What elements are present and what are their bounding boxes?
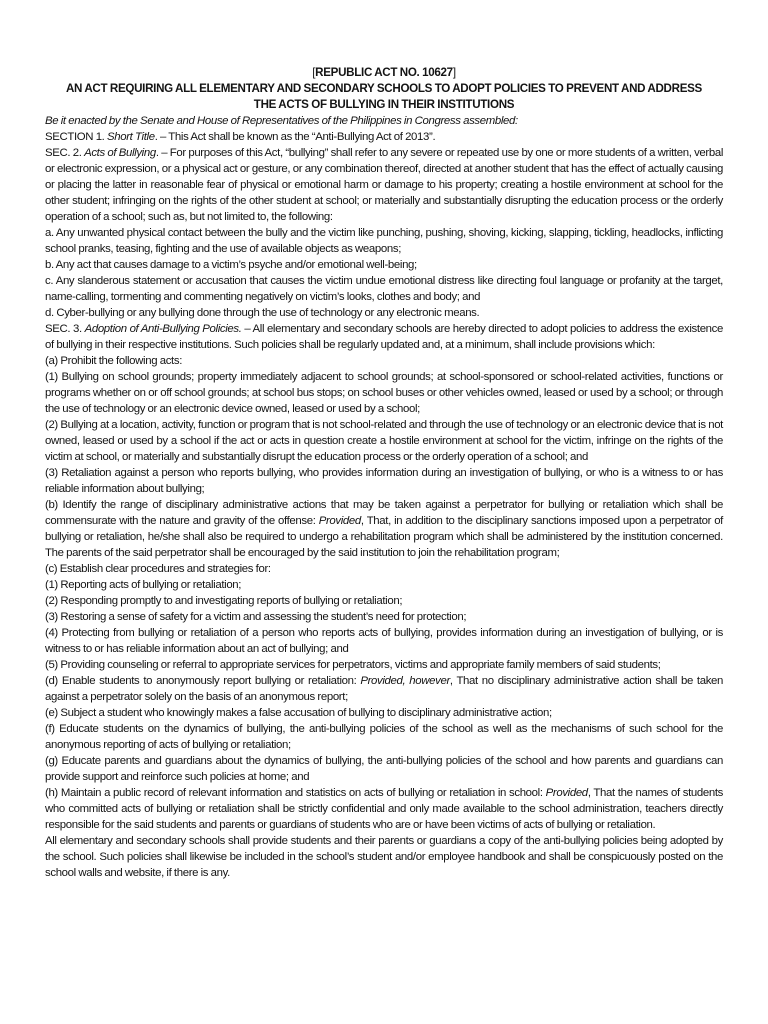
- section-3-e: (e) Subject a student who knowingly makes a false accusation of bullying to disciplinary administrative action;: [45, 707, 552, 719]
- section-3-f: (f) Educate students on the dynamics of bullying, the anti-bullying policies of the school as well as the mechanisms of such school for the anonymous reporting of acts of bullying or retaliation;: [45, 723, 723, 751]
- section-3-c-heading: (c) Establish clear procedures and strategies for:: [45, 563, 271, 575]
- republic-act-number: REPUBLIC ACT NO. 10627: [315, 66, 453, 79]
- section-3-title: Adoption of Anti-Bullying Policies.: [84, 323, 242, 335]
- section-1-text: . – This Act shall be known as the “Anti-Bullying Act of 2013”.: [154, 131, 436, 143]
- section-2-item-a: a. Any unwanted physical contact between the bully and the victim like punching, pushing, shoving, kicking, slapping, tickling, headlocks, inflicting school pranks, teasing, fighting and the use of available objects as weapons;: [45, 227, 723, 255]
- section-3-c-item-5: (5) Providing counseling or referral to appropriate services for perpetrators, victims and appropriate family members of said students;: [45, 659, 661, 671]
- section-3-a-item-2: (2) Bullying at a location, activity, function or program that is not school-related and through the use of technology or an electronic device that is not owned, leased or used by a school if the act or acts in question create a hostile environment at school for the victim, infringe on the rights of the victim at school, or materially and substantially disrupt the education process or the orderly operation of a school; and: [45, 419, 723, 463]
- section-3-g: (g) Educate parents and guardians about the dynamics of bullying, the anti-bullying policies of the school and how parents and guardians can provide support and reinforce such policies at home; and: [45, 755, 723, 783]
- section-3-b-text-cont: , That, in addition to the disciplinary sanctions imposed upon a perpetrator of bullying or retaliation, he/she shall also be required to undergo a rehabilitation program which shall be administered by the institution concerned. The parents of the said perpetrator shall be encouraged by the said institution to join the rehabilitation program;: [45, 515, 723, 559]
- section-1-title: Short Title: [107, 131, 155, 143]
- section-3-h: [45, 785, 723, 833]
- section-3-d-text: (d) Enable students to anonymously report bullying or retaliation:: [45, 675, 361, 687]
- section-3-c-item-1: (1) Reporting acts of bullying or retaliation;: [45, 579, 242, 591]
- section-3-a-item-1: (1) Bullying on school grounds; property immediately adjacent to school grounds; at school-sponsored or school-related activities, functions or programs whether on or off school grounds; at school bus stops; on school buses or other vehicles owned, leased or used by a school; or through the use of technology or an electronic device owned, leased or used by a school;: [45, 371, 723, 415]
- section-3-h-text: (h) Maintain a public record of relevant information and statistics on acts of bullying or retaliation in school:: [45, 787, 546, 799]
- section-3-b-proviso: Provided: [318, 515, 361, 527]
- section-2-item-b: b. Any act that causes damage to a victim’s psyche and/or emotional well-being;: [45, 259, 417, 271]
- section-2-text: . – For purposes of this Act, “bullying” shall refer to any severe or repeated use by one or more students of a written, verbal or electronic expression, or a physical act or gesture, or any combination thereof, directed at another student that has the effect of actually causing or placing the latter in reasonable fear of physical or emotional harm or damage to his property; creating a hostile environment at school for the other student; infringing on the rights of the other student at school; or materially and substantially disrupting the education process or the orderly operation of a school; such as, but not limited to, the following:: [45, 147, 724, 223]
- bracket-close: ]: [452, 66, 456, 79]
- section-2-title: Acts of Bullying: [84, 147, 156, 159]
- section-3-h-proviso: Provided: [545, 787, 588, 799]
- act-number-heading: [45, 65, 723, 81]
- enacting-clause: Be it enacted by the Senate and House of Representatives of the Philippines in Congress assembled:: [45, 115, 518, 127]
- section-3-a-item-3: (3) Retaliation against a person who reports bullying, who provides information during an investigation of bullying, or who is a witness to or has reliable information about bullying;: [45, 467, 723, 495]
- section-3: [45, 321, 723, 353]
- section-3-text: – All elementary and secondary schools are hereby directed to adopt policies to address the existence of bullying in their respective institutions. Such policies shall be regularly updated and, at a minimum, shall include provisions which:: [45, 323, 723, 351]
- section-3-d-proviso: Provided, however: [360, 675, 450, 687]
- section-2-label: SEC. 2.: [45, 147, 85, 159]
- section-3-a-heading: (a) Prohibit the following acts:: [45, 355, 183, 367]
- section-2: [45, 145, 723, 225]
- section-3-c-item-3: (3) Restoring a sense of safety for a victim and assessing the student’s need for protection;: [45, 611, 467, 623]
- section-3-b: [45, 497, 723, 561]
- section-3-d: [45, 673, 723, 705]
- section-3-d-text-cont: , That no disciplinary administrative action shall be taken against a perpetrator solely on the basis of an anonymous report;: [45, 675, 724, 703]
- section-2-item-c: c. Any slanderous statement or accusation that causes the victim undue emotional distress like directing foul language or profanity at the target, name-calling, tormenting and commenting negatively on victim’s looks, clothes and body; and: [45, 275, 723, 303]
- section-1-label: SECTION 1.: [45, 131, 108, 143]
- section-2-item-d: d. Cyber-bullying or any bullying done through the use of technology or any electronic means.: [45, 307, 480, 319]
- section-3-c-item-2: (2) Responding promptly to and investigating reports of bullying or retaliation;: [45, 595, 403, 607]
- closing-paragraph: All elementary and secondary schools shall provide students and their parents or guardians a copy of the anti-bullying policies being adopted by the school. Such policies shall likewise be included in the school’s student and/or employee handbook and shall be conspicuously posted on the school walls and website, if there is any.: [45, 835, 723, 879]
- act-title-line-2: THE ACTS OF BULLYING IN THEIR INSTITUTIONS: [253, 98, 515, 111]
- section-3-label: SEC. 3.: [45, 323, 85, 335]
- document-page: [45, 65, 723, 881]
- bracket-open: [: [312, 66, 316, 79]
- section-3-h-text-cont: , That the names of students who committed acts of bullying or retaliation shall be strictly confidential and only made available to the school administration, teachers directly responsible for the said students and parents or guardians of students who are or have been victims of acts of bullying or retaliation.: [45, 787, 724, 831]
- section-3-c-item-4: (4) Protecting from bullying or retaliation of a person who reports acts of bullying, provides information during an investigation of bullying, or is witness to or has reliable information about an act of bullying; and: [45, 627, 723, 655]
- section-1: [45, 129, 723, 145]
- section-3-b-text: (b) Identify the range of disciplinary administrative actions that may be taken against a perpetrator for bullying or retaliation which shall be commensurate with the nature and gravity of the offense:: [45, 499, 723, 527]
- act-title-line-1: AN ACT REQUIRING ALL ELEMENTARY AND SECONDARY SCHOOLS TO ADOPT POLICIES TO PREVENT AND ADDRESS: [65, 82, 702, 95]
